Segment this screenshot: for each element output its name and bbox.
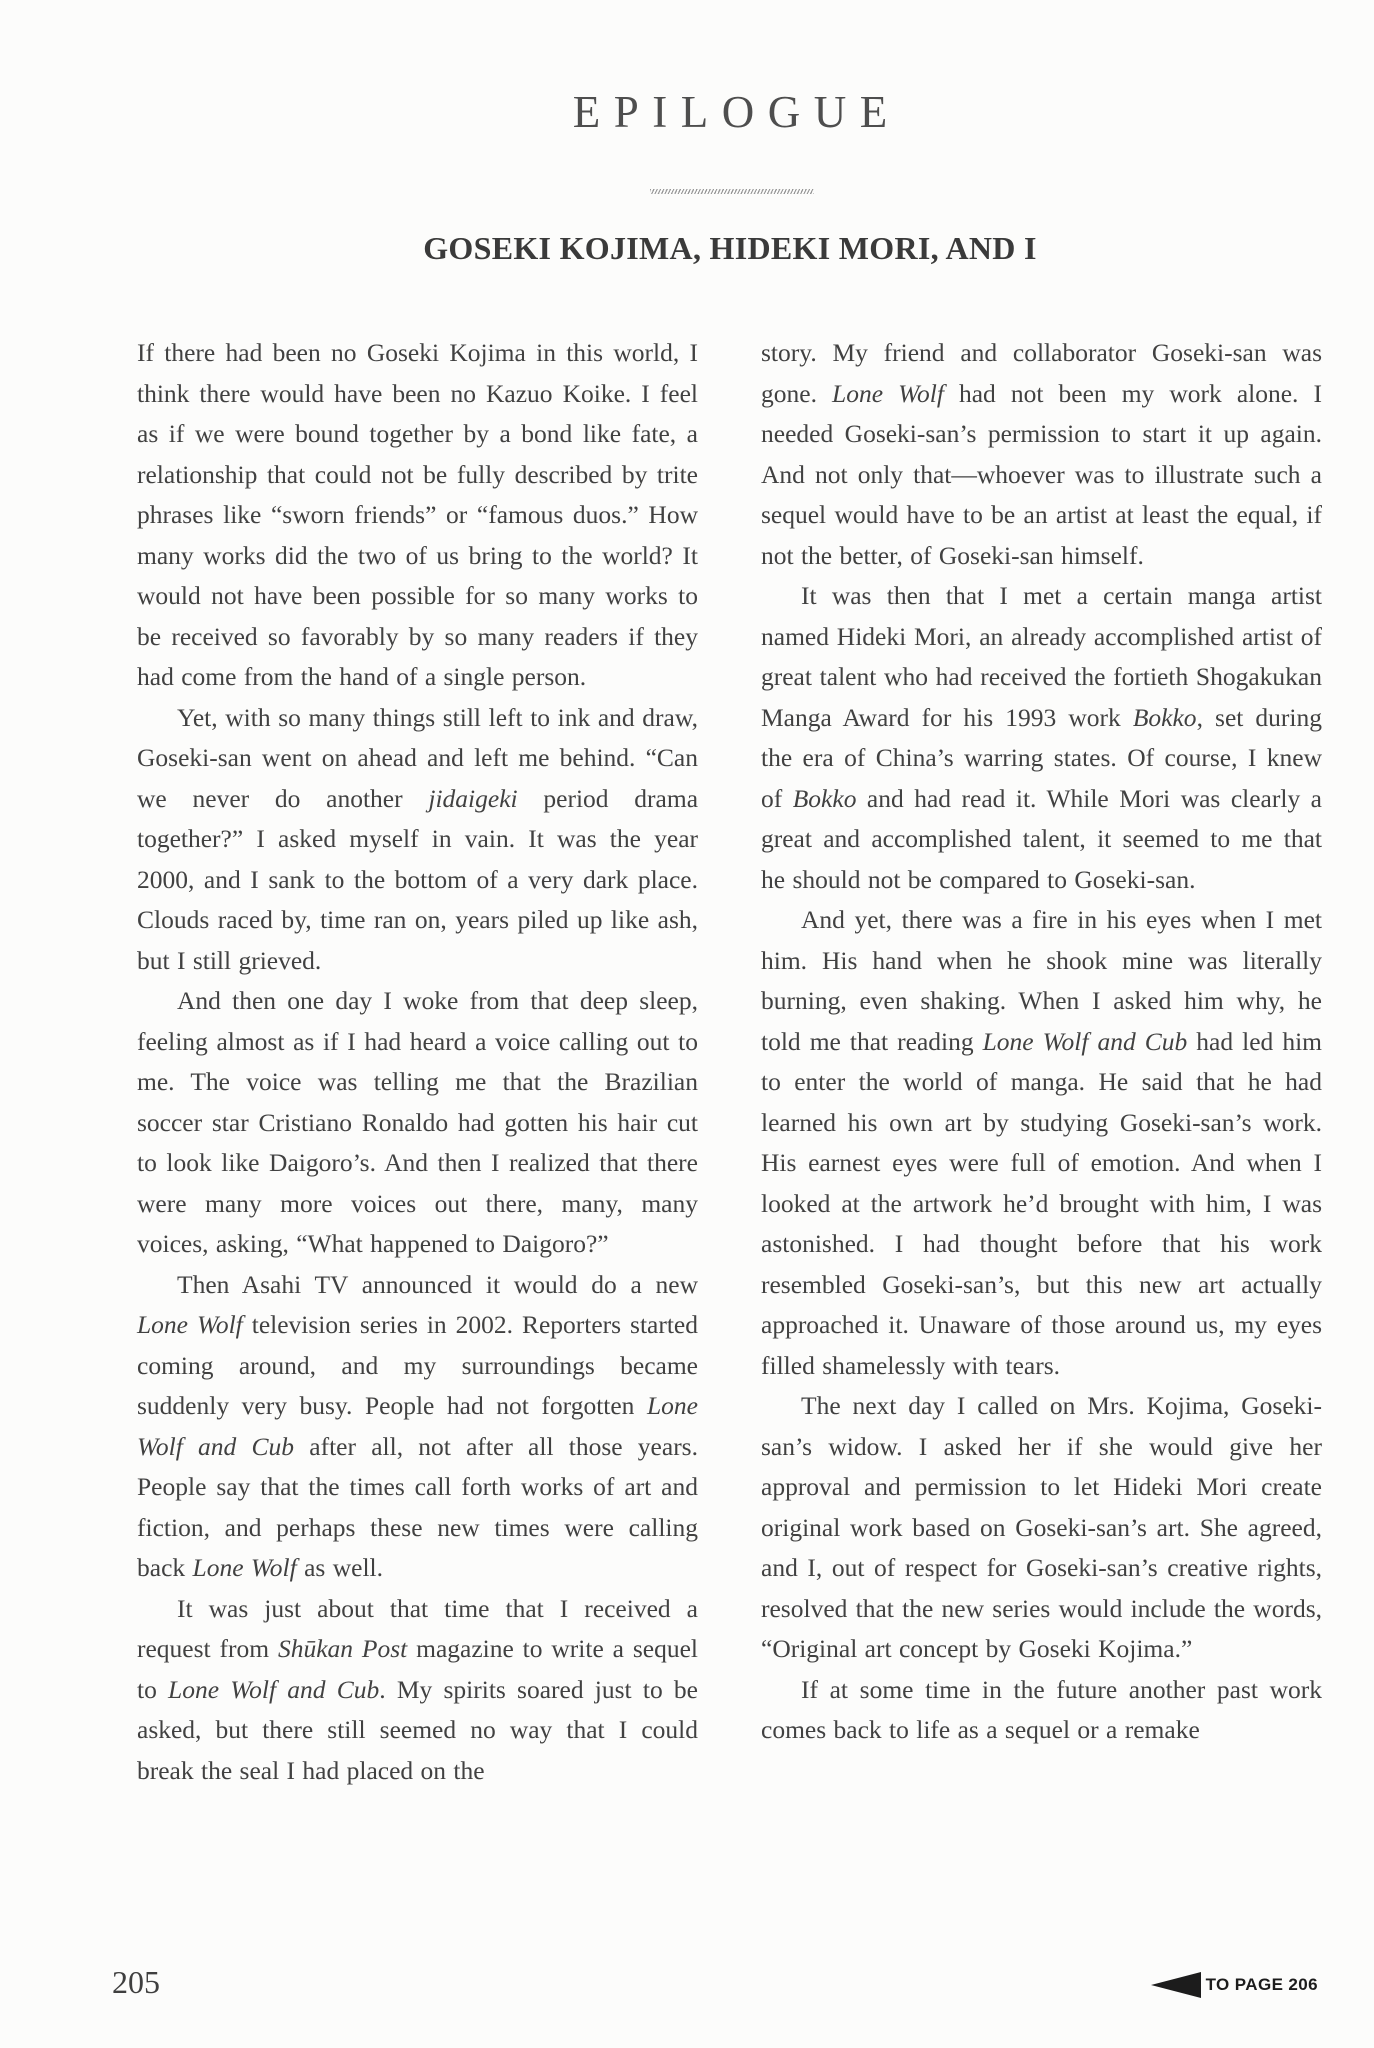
paragraph: And then one day I woke from that deep sleep, feeling almost as if I had heard a voice calling out to me. The voice was telling me that the Brazilian soccer star Cristiano Ronaldo had gotten his hair cut to look like Daigoro’s. And then I realized that there were many more voices out there, many, many voices, asking, “What happened to Daigoro?” xyxy=(137,986,698,1258)
left-arrow-icon xyxy=(1151,1972,1201,1998)
paragraph: If at some time in the future another past work comes back to life as a sequel or a remake xyxy=(761,1674,1322,1744)
page-title: EPILOGUE xyxy=(572,87,901,137)
chapter-subtitle: GOSEKI KOJIMA, HIDEKI MORI, AND I xyxy=(423,230,1037,266)
page-jump-label: TO PAGE 206 xyxy=(1205,1975,1318,1994)
paragraph: Yet, with so many things still left to ink and draw, Goseki-san went on ahead and left me behind. “Can we never do another jidaigeki period drama together?” I asked myself in vain. It was the year 2000, and I sank to the bottom of a very dark place. Clouds raced by, time ran on, years piled up like ash, but I still grieved. xyxy=(137,702,699,975)
page-jump-note xyxy=(1151,1972,1318,1998)
paragraph: And yet, there was a fire in his eyes when I met him. His hand when he shook mine was literally burning, even shaking. When I asked him why, he told me that reading Lone Wolf and Cub had led him to enter the world of manga. He said that he had learned his own art by studying Goseki-san’s work. His earnest eyes were full of emotion. And when I looked at the artwork he’d brought with him, I was astonished. I had thought before that his work resembled Goseki-san’s, but this new art actually approached it. Unaware of those around us, my eyes filled shamelessly with tears. xyxy=(761,905,1322,1380)
paragraph: Then Asahi TV announced it would do a new Lone Wolf television series in 2002. Reporters started coming around, and my surroundings became suddenly very busy. People had not forgotten Lone Wolf and Cub after all, not after all those years. People say that the times call forth works of art and fiction, and perhaps these new times were calling back Lone Wolf as well. xyxy=(137,1269,698,1582)
page-number: 205 xyxy=(112,1964,160,2000)
left-column xyxy=(137,333,698,1791)
paragraph: If there had been no Goseki Kojima in this world, I think there would have been no Kazuo Koike. I feel as if we were bound together by a bond like fate, a relationship that could not be fully described by trite phrases like “sworn friends” or “famous duos.” How many works did the two of us bring to the world? It would not have been possible for so many works to be received so favorably by so many readers if they had come from the hand of a single person. xyxy=(137,338,698,691)
body-text xyxy=(137,333,1323,1791)
paragraph: It was then that I met a certain manga artist named Hideki Mori, an already accomplished artist of great talent who had received the fortieth Shogakukan Manga Award for his 1993 work Bokko, set during the era of China’s warring states. Of course, I knew of Bokko and had read it. While Mori was clearly a great and accomplished talent, it seemed to me that he should not be compared to Goseki-san. xyxy=(761,581,1323,894)
paragraph: story. My friend and collaborator Goseki-san was gone. Lone Wolf had not been my work alone. I needed Goseki-san’s permission to start it up again. And not only that—whoever was to illustrate such a sequel would have to be an artist at least the equal, if not the better, of Goseki-san himself. xyxy=(761,338,1322,570)
paragraph: It was just about that time that I received a request from Shūkan Post magazine to write a sequel to Lone Wolf and Cub. My spirits soared just to be asked, but there still seemed no way that I could break the seal I had placed on the xyxy=(137,1593,698,1785)
paragraph: The next day I called on Mrs. Kojima, Goseki-san’s widow. I asked her if she would give her approval and permission to let Hideki Mori create original work based on Goseki-san’s art. She agreed, and I, out of respect for Goseki-san’s creative rights, resolved that the new series would include the words, “Original art concept by Goseki Kojima.” xyxy=(761,1391,1322,1663)
ornament-divider xyxy=(650,189,814,194)
right-column xyxy=(761,333,1322,1791)
